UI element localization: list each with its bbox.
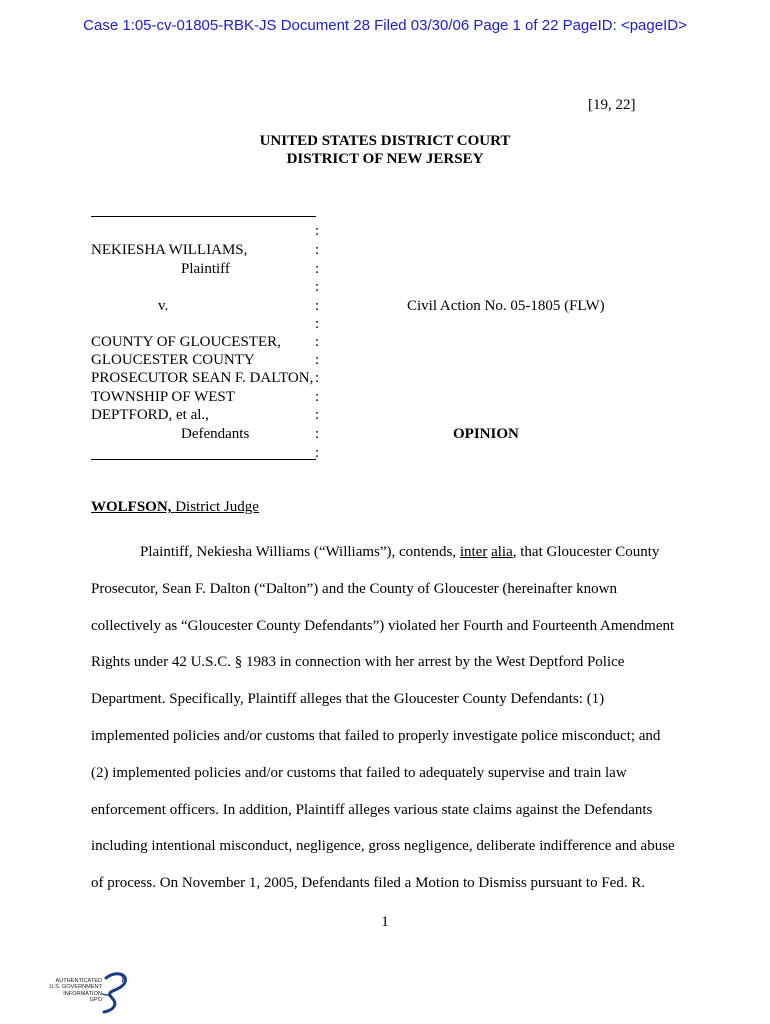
body-text-segment: , that Gloucester County [512,544,660,560]
eagle-seal-icon [100,970,132,1014]
seal-line: INFORMATION [63,990,102,997]
case-header-stamp: Case 1:05-cv-01805-RBK-JS Document 28 Filed 03/30/06 Page 1 of 22 PageID: <pageID> [83,17,687,34]
caption-colon: : [315,426,320,442]
court-district: DISTRICT OF NEW JERSEY [286,151,484,167]
caption-colon: : [315,352,320,368]
latin-inter: inter [459,544,488,560]
body-line: (2) implemented policies and/or customs that failed to adequately supervise and train law [91,764,627,781]
docket-reference: [19, 22] [588,97,636,113]
caption-colon: : [315,407,320,423]
civil-action-number: Civil Action No. 05-1805 (FLW) [407,298,605,314]
caption-colon: : [315,298,320,314]
body-line: Rights under 42 U.S.C. § 1983 in connection with her arrest by the West Deptford Police [91,654,625,671]
judge-title: District Judge [175,499,259,515]
caption-colon: : [315,445,320,461]
opinion-heading: OPINION [453,426,519,442]
caption-colon: : [315,316,320,332]
body-line: including intentional misconduct, negligence, gross negligence, deliberate indifference and abuse [91,838,675,855]
body-text-segment: Plaintiff, Nekiesha Williams (“Williams”), contends, [140,544,460,560]
defendant-line: PROSECUTOR SEAN F. DALTON, [91,370,314,386]
versus-label: v. [158,298,169,314]
judge-name: WOLFSON, [91,499,172,515]
plaintiff-role: Plaintiff [181,261,230,277]
caption-bottom-rule [91,459,316,460]
seal-line: AUTHENTICATED [55,978,102,984]
caption-top-rule [91,216,316,217]
caption-colon: : [315,261,320,277]
caption-colon: : [315,279,320,295]
defendant-line: COUNTY OF GLOUCESTER, [91,334,281,350]
defendant-line: TOWNSHIP OF WEST [91,389,235,405]
body-line: of process. On November 1, 2005, Defendants filed a Motion to Dismiss pursuant to Fed. R. [91,875,646,892]
defendants-role: Defendants [181,426,250,442]
body-line: implemented policies and/or customs that failed to properly investigate police misconduct; and [91,727,661,744]
caption-colon: : [315,334,320,350]
gpo-authentication-seal [40,970,132,1014]
opinion-body [91,534,681,902]
caption-colon: : [315,223,320,239]
defendant-line: GLOUCESTER COUNTY [91,352,255,368]
body-line: Department. Specifically, Plaintiff alleges that the Gloucester County Defendants: (1) [91,691,605,708]
seal-line: GPO [89,997,102,1004]
defendant-line: DEPTFORD, et al., [91,407,209,423]
body-line [91,534,681,571]
latin-alia: alia [491,544,513,560]
judge-line [91,498,259,516]
caption-colon: : [315,389,320,405]
body-line: collectively as “Gloucester County Defendants”) violated her Fourth and Fourteenth Amendment [91,617,675,634]
body-line: enforcement officers. In addition, Plaintiff alleges various state claims against the Defendants [91,801,653,818]
seal-text [40,978,102,1004]
page-number: 1 [381,914,389,930]
body-line: Prosecutor, Sean F. Dalton (“Dalton”) and the County of Gloucester (hereinafter known [91,580,617,597]
caption-colon: : [315,370,320,386]
plaintiff-name: NEKIESHA WILLIAMS, [91,242,248,258]
court-heading [0,132,770,168]
court-name: UNITED STATES DISTRICT COURT [259,133,511,149]
caption-colon: : [315,242,320,258]
seal-line: U.S. GOVERNMENT [49,984,102,991]
